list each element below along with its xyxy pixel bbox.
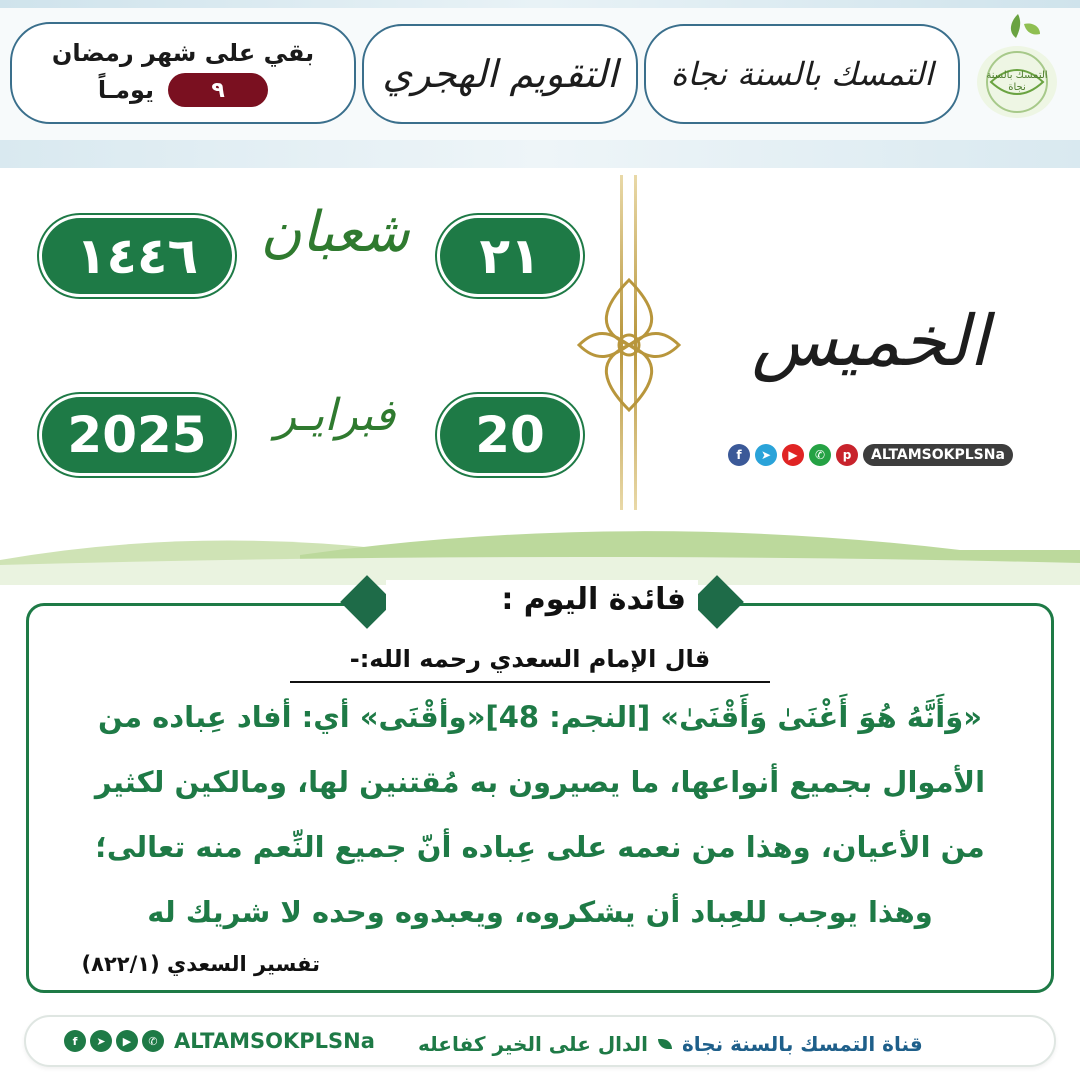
hills-decoration [0,505,1080,585]
leaf-icon [658,1039,672,1049]
hijri-month: شعبان [260,200,410,265]
benefit-line-1: «وَأَنَّهُ هُوَ أَغْنَىٰ وَأَقْنَىٰ» [النجم: 48]«وأقْنَى» أي: أفاد عِباده من [98,700,982,734]
youtube-icon[interactable]: ▶ [116,1030,138,1052]
countdown-value [98,73,268,107]
telegram-icon[interactable]: ➤ [90,1030,112,1052]
channel-logo [966,10,1068,122]
whatsapp-icon[interactable]: ✆ [809,444,831,466]
youtube-icon[interactable]: ▶ [782,444,804,466]
benefit-line-2: الأموال بجميع أنواعها، ما يصيرون به مُقتنين لها، ومالكين لكثير [94,765,986,799]
pinterest-icon[interactable]: p [836,444,858,466]
telegram-icon[interactable]: ➤ [755,444,777,466]
countdown-number-badge: ٩ [168,73,268,107]
footer-social-row [64,1029,375,1053]
greg-month: فبرايـر [274,390,396,441]
benefit-line-3: من الأعيان، وهذا من نعمه على عِباده أنّ جميع النِّعم منه تعالى؛ [95,830,985,864]
countdown-unit: يومـاً [97,76,155,104]
facebook-icon[interactable]: f [64,1030,86,1052]
weekday: الخميس [751,300,989,382]
footer-handle[interactable]: ALTAMSOKPLSNa [174,1029,375,1053]
social-row [728,444,1013,466]
facebook-icon[interactable]: f [728,444,750,466]
channel-name: التمسك بالسنة نجاة [670,55,934,93]
header-stripe [0,0,1080,8]
header-band [0,140,1080,168]
calendar-title: التقويم الهجري [382,52,618,96]
ornament-icon [574,275,684,415]
greg-year: 2025 [42,397,232,473]
benefit-speaker: قال الإمام السعدي رحمه الله:- [290,645,770,683]
channel-name-box [644,24,960,124]
benefit-title: فائدة اليوم : [501,582,686,617]
countdown-label: بقي على شهر رمضان [51,39,315,67]
logo-text: التمسك بالسنة نجاة [986,70,1048,93]
hijri-day: ٢١ [440,218,580,294]
footer-slogan: الدال على الخير كفاعله [418,1032,648,1056]
calendar-title-box [362,24,638,124]
social-handle[interactable]: ALTAMSOKPLSNa [863,444,1013,466]
whatsapp-icon[interactable]: ✆ [142,1030,164,1052]
benefit-source: تفسير السعدي (٨٢٢/١) [81,952,320,976]
hijri-year: ١٤٤٦ [42,218,232,294]
benefit-line-4: وهذا يوجب للعِباد أن يشكروه، ويعبدوه وحده لا شريك له [147,895,933,929]
footer-channel: قناة التمسك بالسنة نجاة [681,1032,923,1056]
ramadan-countdown [10,22,356,124]
greg-day: 20 [440,397,580,473]
footer-text-group [418,1029,1008,1059]
